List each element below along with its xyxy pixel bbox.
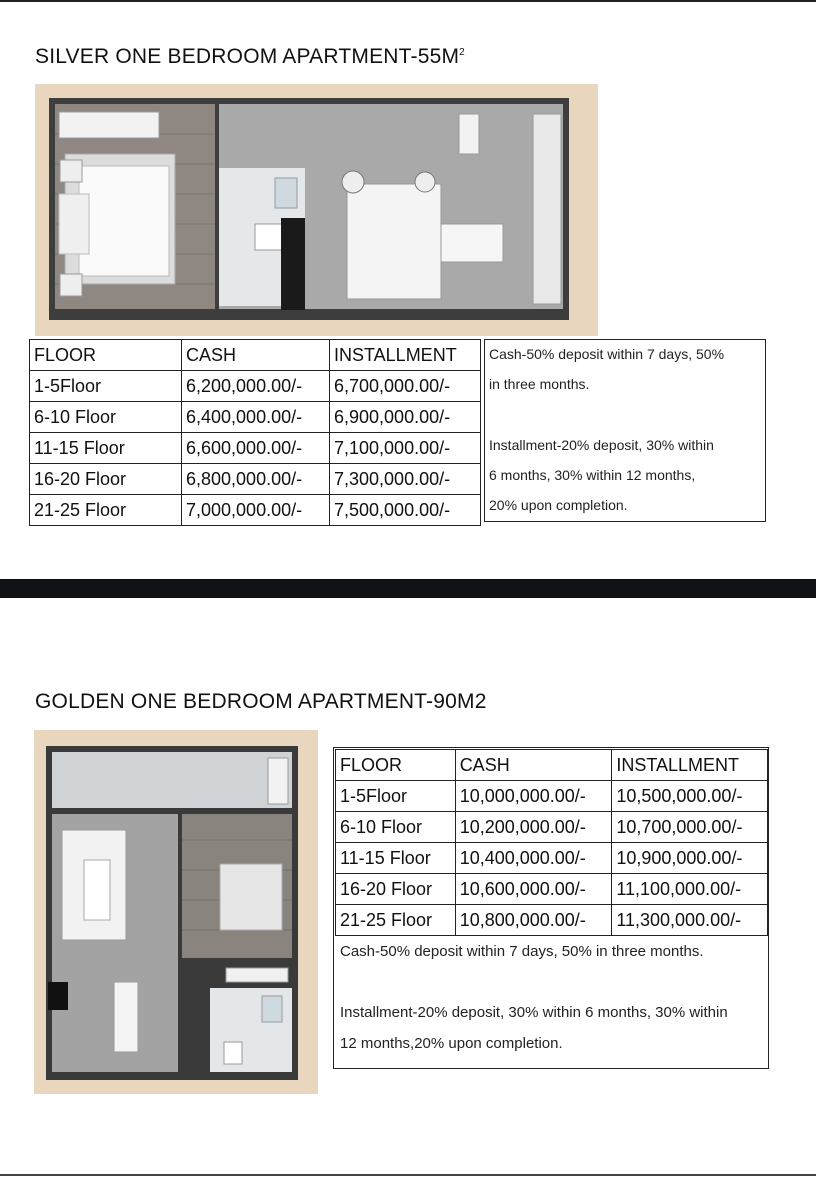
cell-floor: 21-25 Floor: [30, 495, 182, 526]
cell-cash: 6,200,000.00/-: [182, 371, 330, 402]
bottom-border: [0, 1174, 816, 1176]
cell-cash: 6,600,000.00/-: [182, 433, 330, 464]
cell-installment: 7,100,000.00/-: [330, 433, 481, 464]
cell-floor: 16-20 Floor: [30, 464, 182, 495]
table-row: [336, 843, 768, 874]
table-header-row: [336, 750, 768, 781]
table-header-row: [30, 340, 481, 371]
header-installment: INSTALLMENT: [330, 340, 481, 371]
cell-floor: 1-5Floor: [30, 371, 182, 402]
golden-installment-note-line-2: 12 months,20% upon completion.: [340, 1035, 563, 1052]
golden-title: GOLDEN ONE BEDROOM APARTMENT-90M2: [35, 690, 487, 713]
cell-cash: 10,000,000.00/-: [455, 781, 612, 812]
table-row: [336, 874, 768, 905]
cell-cash: 6,400,000.00/-: [182, 402, 330, 433]
silver-price-table: [29, 339, 481, 526]
cell-cash: 6,800,000.00/-: [182, 464, 330, 495]
silver-payment-notes: [484, 339, 766, 522]
section-divider: [0, 579, 816, 598]
header-floor: FLOOR: [336, 750, 456, 781]
installment-note-line-1: Installment-20% deposit, 30% within: [489, 437, 714, 453]
cell-cash: 7,000,000.00/-: [182, 495, 330, 526]
header-floor: FLOOR: [30, 340, 182, 371]
header-cash: CASH: [455, 750, 612, 781]
cell-cash: 10,800,000.00/-: [455, 905, 612, 936]
table-row: [30, 433, 481, 464]
golden-cash-note: Cash-50% deposit within 7 days, 50% in three months.: [340, 943, 704, 960]
cell-floor: 6-10 Floor: [30, 402, 182, 433]
cell-floor: 11-15 Floor: [336, 843, 456, 874]
header-installment: INSTALLMENT: [612, 750, 768, 781]
table-row: [30, 464, 481, 495]
cell-installment: 10,500,000.00/-: [612, 781, 768, 812]
table-row: [30, 371, 481, 402]
cell-installment: 11,100,000.00/-: [612, 874, 768, 905]
golden-price-table: [335, 749, 768, 936]
cell-floor: 6-10 Floor: [336, 812, 456, 843]
silver-floor-plan: [35, 84, 598, 336]
cell-installment: 10,900,000.00/-: [612, 843, 768, 874]
table-row: [30, 402, 481, 433]
cell-installment: 7,300,000.00/-: [330, 464, 481, 495]
cell-floor: 11-15 Floor: [30, 433, 182, 464]
installment-note-line-3: 20% upon completion.: [489, 497, 628, 513]
cell-installment: 7,500,000.00/-: [330, 495, 481, 526]
golden-floor-plan: [34, 730, 318, 1094]
cell-cash: 10,200,000.00/-: [455, 812, 612, 843]
cell-installment: 10,700,000.00/-: [612, 812, 768, 843]
cell-floor: 1-5Floor: [336, 781, 456, 812]
cell-floor: 16-20 Floor: [336, 874, 456, 905]
header-cash: CASH: [182, 340, 330, 371]
cash-note-line-1: Cash-50% deposit within 7 days, 50%: [489, 346, 725, 362]
silver-title: SILVER ONE BEDROOM APARTMENT-$55M^2$: [35, 45, 465, 68]
cell-installment: 6,700,000.00/-: [330, 371, 481, 402]
cell-cash: 10,600,000.00/-: [455, 874, 612, 905]
table-row: [30, 495, 481, 526]
golden-installment-note-line-1: Installment-20% deposit, 30% within 6 months, 30% within: [340, 1004, 728, 1021]
installment-note-line-2: 6 months, 30% within 12 months,: [489, 467, 696, 483]
table-row: [336, 812, 768, 843]
golden-pricing-panel: [333, 747, 769, 1069]
cell-floor: 21-25 Floor: [336, 905, 456, 936]
table-row: [336, 905, 768, 936]
cell-cash: 10,400,000.00/-: [455, 843, 612, 874]
top-border: [0, 0, 816, 2]
cell-installment: 6,900,000.00/-: [330, 402, 481, 433]
cash-note-line-2: in three months.: [489, 376, 590, 392]
table-row: [336, 781, 768, 812]
cell-installment: 11,300,000.00/-: [612, 905, 768, 936]
